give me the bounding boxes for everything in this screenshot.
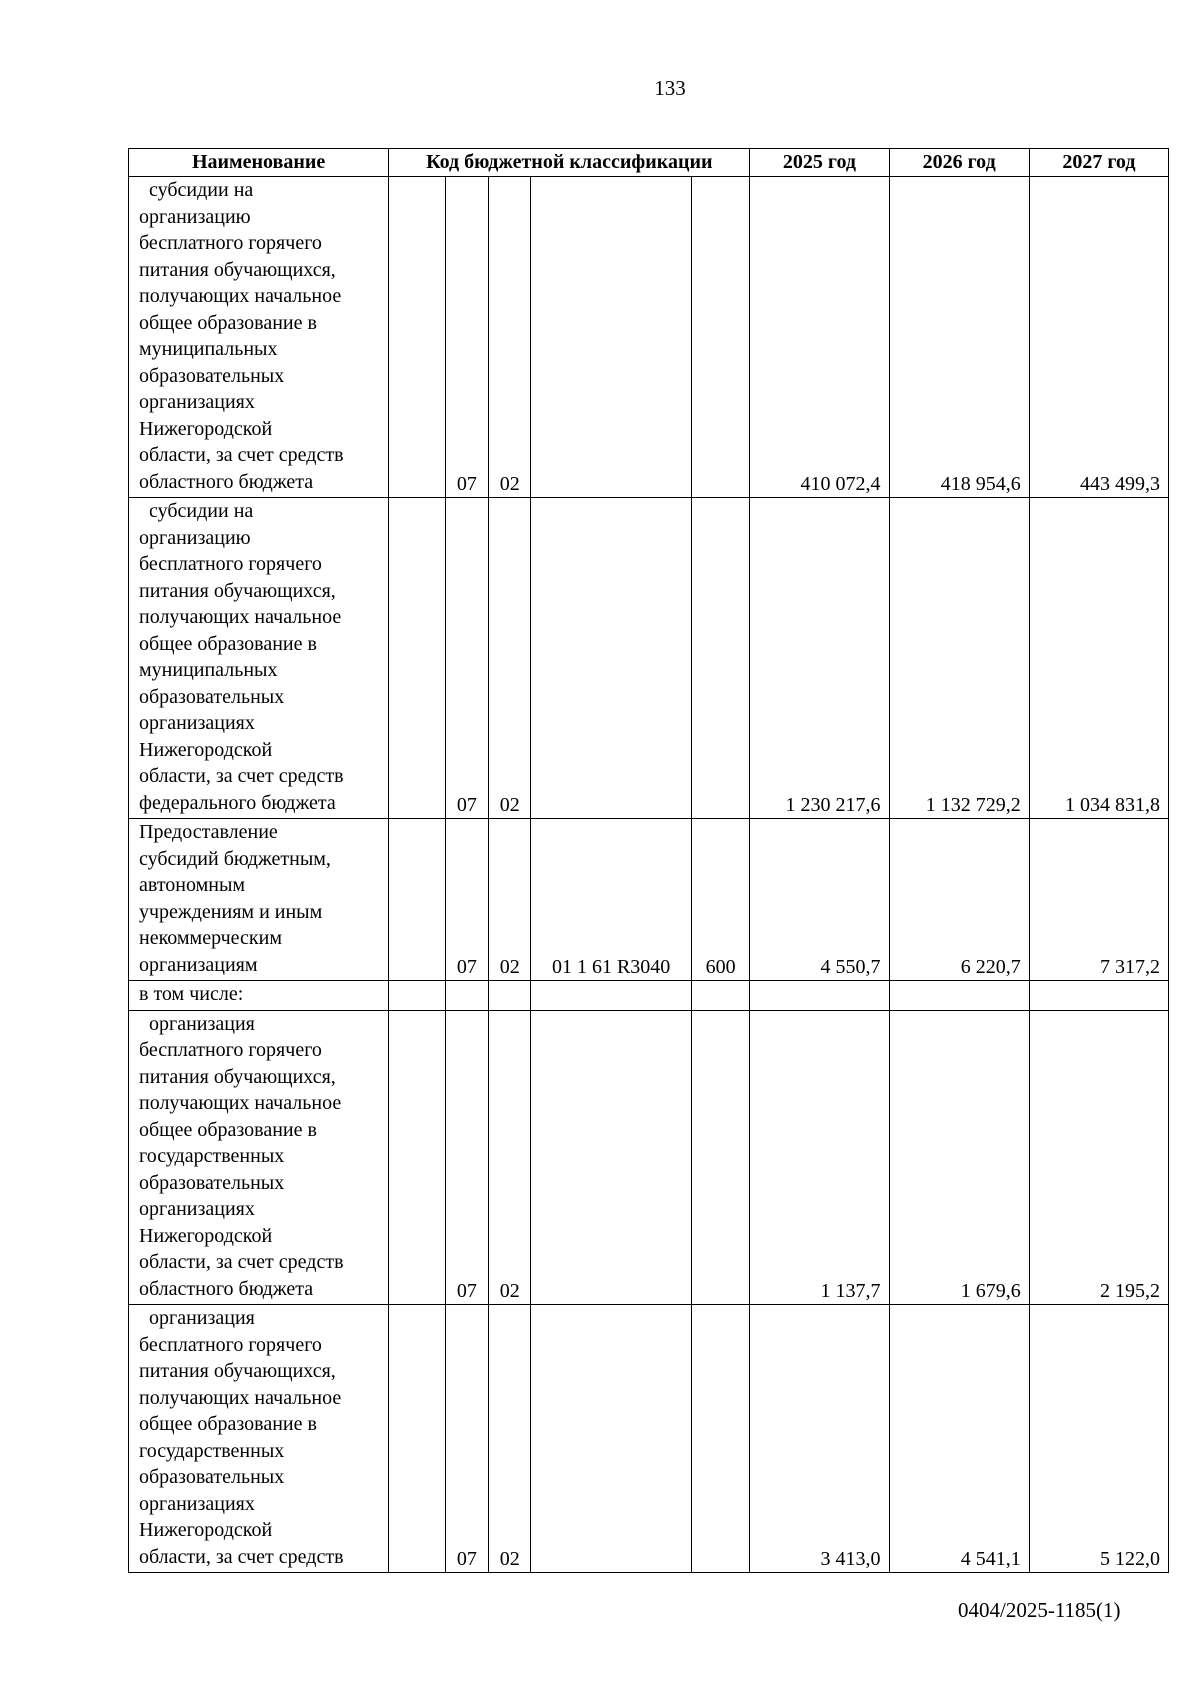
row-name xyxy=(129,819,389,981)
row-code-c4 xyxy=(531,177,691,498)
row-name xyxy=(129,177,389,498)
row-name-line: учреждениям и иным xyxy=(139,900,323,923)
row-name-line: бесплатного горячего xyxy=(139,1039,322,1061)
row-name-line: организация xyxy=(139,1307,255,1329)
row-name-line: общее образование в xyxy=(139,632,317,655)
row-name-line: организация xyxy=(139,1012,255,1035)
row-name-line: муниципальных xyxy=(139,659,278,681)
row-name-line: некоммерческим xyxy=(139,927,282,949)
row-name-line: питания обучающихся, xyxy=(139,258,336,281)
row-name-line: Предоставление xyxy=(139,821,278,843)
row-name-line: организацию xyxy=(139,526,251,549)
row-code-c5 xyxy=(691,1010,750,1305)
row-amount-y2025 xyxy=(750,981,889,1011)
header-2025: 2025 год xyxy=(750,149,889,177)
table-row xyxy=(129,1305,1169,1573)
row-name-line: автономным xyxy=(139,874,246,896)
row-code-c3: 02 xyxy=(489,819,531,981)
row-code-c2: 07 xyxy=(445,177,488,498)
row-name-line: бесплатного горячего xyxy=(139,553,322,575)
row-name-line: образовательных xyxy=(139,1171,285,1194)
row-code-c1 xyxy=(389,1010,445,1305)
document-code: 0404/2025-1185(1) xyxy=(958,1598,1121,1622)
row-name-line: питания обучающихся, xyxy=(139,1065,336,1088)
row-amount-y2026: 1 132 729,2 xyxy=(889,498,1029,819)
row-amount-y2027: 443 499,3 xyxy=(1029,177,1168,498)
row-name-line: питания обучающихся, xyxy=(139,579,336,602)
row-code-c2: 07 xyxy=(445,1010,488,1305)
row-name-line: муниципальных xyxy=(139,338,278,360)
row-code-c1 xyxy=(389,819,445,981)
table-row xyxy=(129,819,1169,981)
row-name-line: получающих начальное xyxy=(139,1386,342,1409)
row-code-c5 xyxy=(691,498,750,819)
row-name xyxy=(129,1305,389,1573)
row-name-line: области, за счет средств xyxy=(139,444,344,466)
row-name-line: федерального бюджета xyxy=(139,791,336,814)
row-name-line: получающих начальное xyxy=(139,285,342,307)
row-name-line: субсидий бюджетным, xyxy=(139,847,331,870)
row-amount-y2027: 2 195,2 xyxy=(1029,1010,1168,1305)
row-name-line: бесплатного горячего xyxy=(139,232,322,254)
row-name-line: Нижегородской xyxy=(139,417,273,440)
row-name-line: Нижегородской xyxy=(139,1519,273,1541)
table-row xyxy=(129,498,1169,819)
row-amount-y2026: 1 679,6 xyxy=(889,1010,1029,1305)
row-name-line: областного бюджета xyxy=(139,470,314,493)
row-name-line: образовательных xyxy=(139,364,285,387)
row-name-line: общее образование в xyxy=(139,311,317,334)
row-amount-y2025: 410 072,4 xyxy=(750,177,889,498)
header-name: Наименование xyxy=(129,149,389,177)
row-name-line: образовательных xyxy=(139,685,285,708)
row-code-c2: 07 xyxy=(445,819,488,981)
table-row xyxy=(129,177,1169,498)
table-row xyxy=(129,1010,1169,1305)
row-name-line: области, за счет средств xyxy=(139,765,344,787)
row-name-line: организациях xyxy=(139,712,255,734)
row-name-line: организациях xyxy=(139,1198,255,1220)
row-amount-y2027: 1 034 831,8 xyxy=(1029,498,1168,819)
row-name-line: Нижегородской xyxy=(139,738,273,761)
row-name-line: субсидии на xyxy=(139,500,254,522)
row-name xyxy=(129,498,389,819)
row-name-line: питания обучающихся, xyxy=(139,1360,336,1382)
row-code-c4 xyxy=(531,981,691,1011)
page-number: 133 xyxy=(654,76,686,100)
budget-table xyxy=(128,148,1169,1573)
row-amount-y2025: 3 413,0 xyxy=(750,1305,889,1573)
row-name-line: организациях xyxy=(139,1492,255,1515)
row-code-c2: 07 xyxy=(445,498,488,819)
row-name-line: областного бюджета xyxy=(139,1277,314,1300)
row-name-line: организациях xyxy=(139,391,255,413)
row-code-c5: 600 xyxy=(691,819,750,981)
row-code-c1 xyxy=(389,1305,445,1573)
row-amount-y2025: 1 230 217,6 xyxy=(750,498,889,819)
row-name-line: области, за счет средств xyxy=(139,1251,344,1273)
row-name-line: организацию xyxy=(139,205,251,228)
row-name-line: субсидии на xyxy=(139,179,254,201)
row-code-c3: 02 xyxy=(489,498,531,819)
row-name-line: образовательных xyxy=(139,1466,285,1488)
row-name-line: в том числе: xyxy=(139,983,244,1005)
row-name-line: области, за счет средств xyxy=(139,1545,344,1568)
row-code-c5 xyxy=(691,981,750,1011)
table-body xyxy=(129,177,1169,1573)
row-code-c2: 07 xyxy=(445,1305,488,1573)
row-name-line: Нижегородской xyxy=(139,1224,273,1247)
row-code-c4 xyxy=(531,1305,691,1573)
row-name-line: организациям xyxy=(139,953,258,976)
row-code-c4 xyxy=(531,1010,691,1305)
row-code-c5 xyxy=(691,1305,750,1573)
row-name-line: получающих начальное xyxy=(139,1092,342,1114)
row-name-line: получающих начальное xyxy=(139,606,342,628)
row-amount-y2026: 418 954,6 xyxy=(889,177,1029,498)
row-name-line: государственных xyxy=(139,1439,285,1462)
row-amount-y2027 xyxy=(1029,981,1168,1011)
row-amount-y2025: 4 550,7 xyxy=(750,819,889,981)
header-2026: 2026 год xyxy=(889,149,1029,177)
row-amount-y2026: 4 541,1 xyxy=(889,1305,1029,1573)
row-name xyxy=(129,1010,389,1305)
row-code-c4 xyxy=(531,498,691,819)
row-code-c3: 02 xyxy=(489,177,531,498)
row-code-c1 xyxy=(389,498,445,819)
row-name-line: общее образование в xyxy=(139,1413,317,1435)
row-amount-y2026 xyxy=(889,981,1029,1011)
table-row xyxy=(129,981,1169,1011)
row-name xyxy=(129,981,389,1011)
row-amount-y2027: 7 317,2 xyxy=(1029,819,1168,981)
row-amount-y2027: 5 122,0 xyxy=(1029,1305,1168,1573)
row-code-c3: 02 xyxy=(489,1010,531,1305)
header-code: Код бюджетной классификации xyxy=(389,149,750,177)
row-name-line: общее образование в xyxy=(139,1118,317,1141)
row-code-c3 xyxy=(489,981,531,1011)
row-code-c3: 02 xyxy=(489,1305,531,1573)
row-code-c5 xyxy=(691,177,750,498)
row-name-line: бесплатного горячего xyxy=(139,1333,322,1356)
row-code-c2 xyxy=(445,981,488,1011)
row-code-c1 xyxy=(389,177,445,498)
row-code-c4: 01 1 61 R3040 xyxy=(531,819,691,981)
row-name-line: государственных xyxy=(139,1145,285,1167)
row-amount-y2026: 6 220,7 xyxy=(889,819,1029,981)
header-row xyxy=(129,149,1169,177)
row-amount-y2025: 1 137,7 xyxy=(750,1010,889,1305)
header-2027: 2027 год xyxy=(1029,149,1168,177)
row-code-c1 xyxy=(389,981,445,1011)
